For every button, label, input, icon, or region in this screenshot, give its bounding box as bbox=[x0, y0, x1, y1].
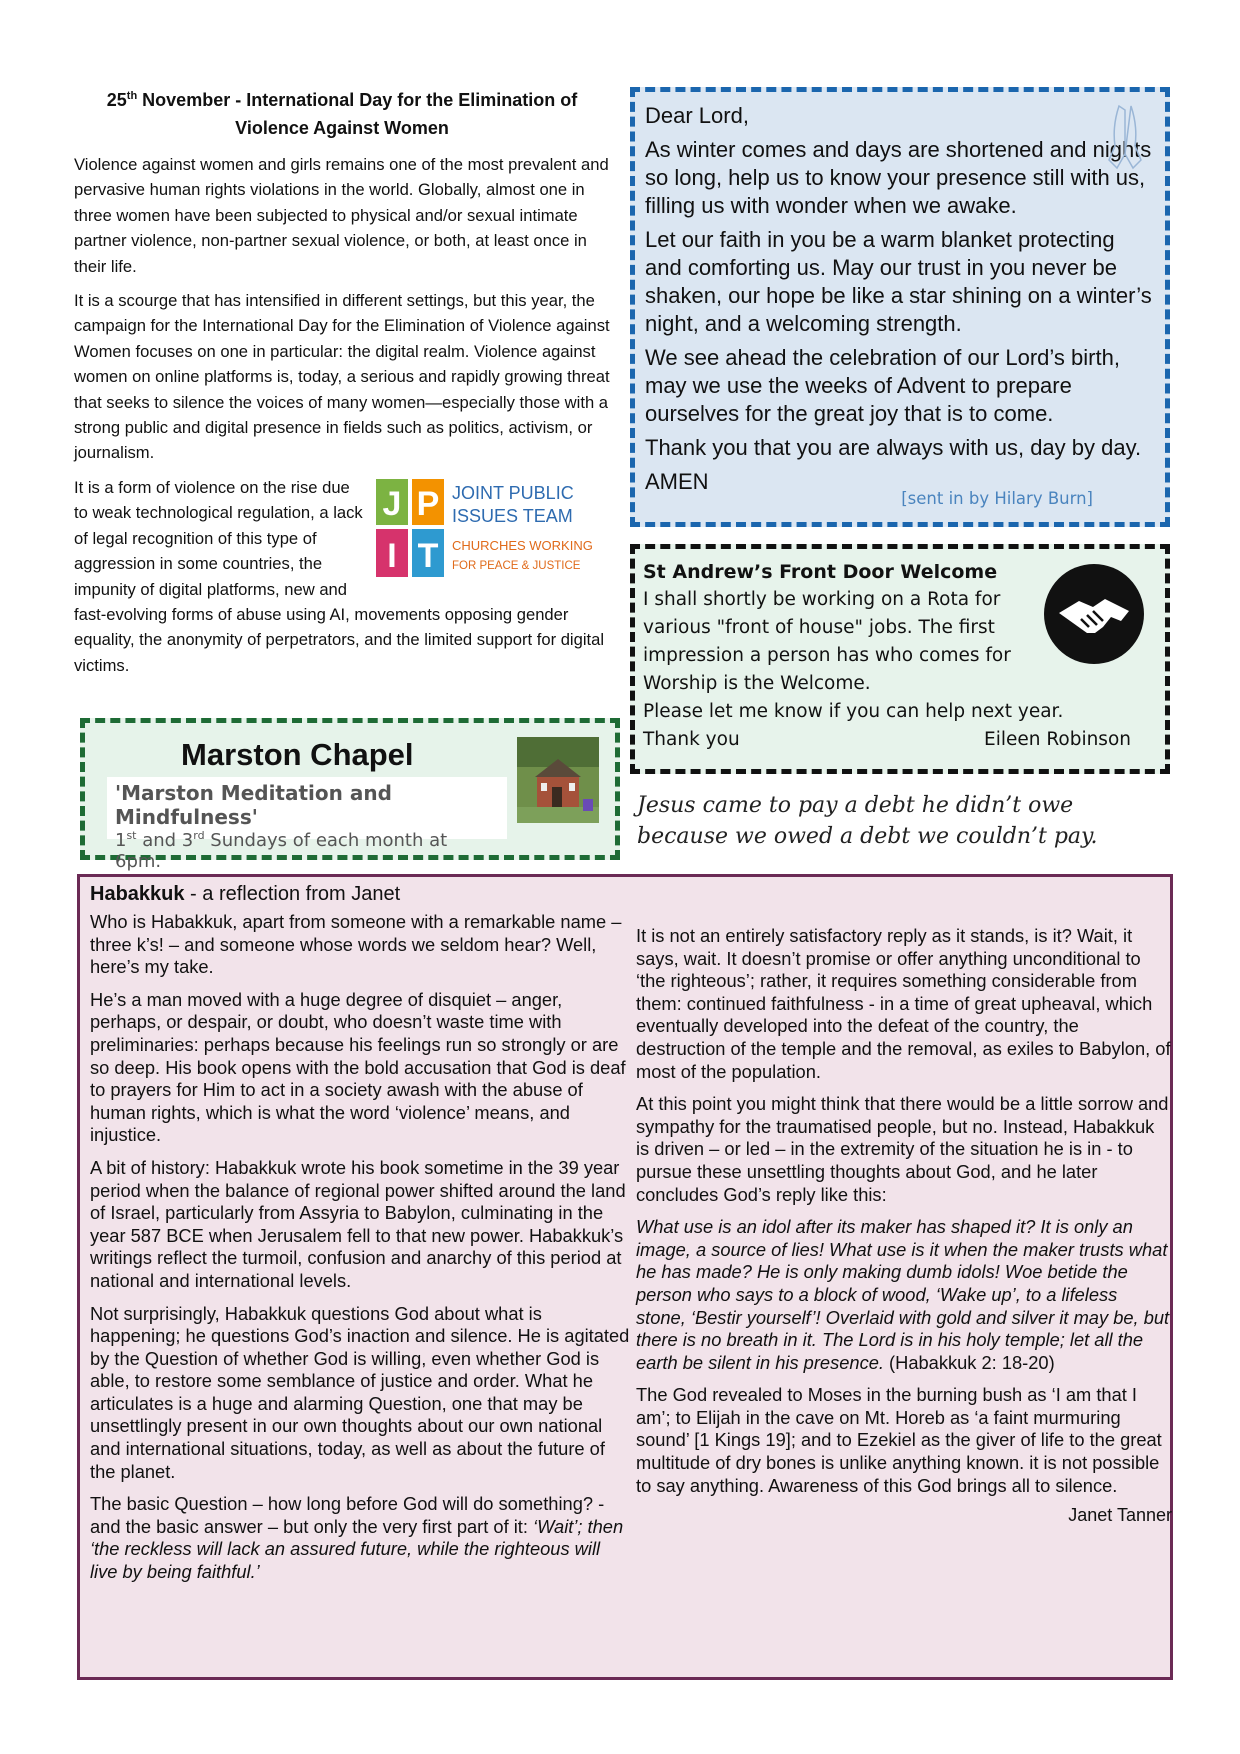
prayer-credit: [sent in by Hilary Burn] bbox=[901, 489, 1093, 508]
habakkuk-scripture: What use is an idol after its maker has shaped it? It is only an image, a source of lies! What use is it when the maker trusts what he has made? He is only making dumb idols! Woe betide the person who says to a block of wood, ‘Wake up’, to a lifeless stone, ‘Bestir yourself’! Overlaid with gold and silver it may be, but there is no breath in it. The Lord is in his holy temple; let all the earth be silent in his presence. (Habakkuk 2: 18-20) bbox=[636, 1216, 1170, 1373]
prayer-line: Let our faith in you be a warm blanket protecting and comforting us. May our trust in you never be shaken, our hope be like a star shining on a winter’s night, and a welcoming strength. bbox=[645, 227, 1152, 336]
welcome-title: St Andrew’s Front Door Welcome bbox=[643, 561, 998, 583]
welcome-signature: Eileen Robinson bbox=[984, 729, 1131, 750]
prayer-amen: AMEN bbox=[645, 469, 709, 494]
habakkuk-heading: Habakkuk - a reflection from Janet bbox=[90, 883, 401, 905]
habakkuk-reflection bbox=[77, 874, 1173, 1680]
logo-line3: CHURCHES WORKING bbox=[452, 537, 593, 553]
logo-letter-i: I bbox=[387, 536, 397, 575]
chapel-photo bbox=[517, 737, 599, 823]
habakkuk-left-column bbox=[90, 911, 630, 1594]
marston-details bbox=[107, 777, 507, 872]
article-paragraph: It is a scourge that has intensified in different settings, but this year, the campaign for the International Day for the Elimination of Violence against Women focuses on one in particular: the digital realm. Violence against women on online platforms is, today, a serious and rapidly growing threat that seeks to silence the voices of many women—especially those with a strong public and digital presence in fields such as politics, activism, or journalism. bbox=[74, 291, 610, 463]
marston-chapel-box bbox=[80, 718, 620, 872]
jpit-logo bbox=[376, 479, 612, 583]
prayer-line: As winter comes and days are shortened and nights so long, help us to know your presence still with us, filling us with wonder when we awake. bbox=[645, 137, 1152, 218]
habakkuk-paragraph: At this point you might think that there would be a little sorrow and sympathy for the traumatised people, but no. Instead, Habakkuk is driven – or led – in the extremity of the situation he is in - to pursue these unsettling thoughts about God, and he later concludes God’s reply like this: bbox=[636, 1093, 1169, 1205]
quote-line1: Jesus came to pay a debt he didn’t owe bbox=[637, 793, 1074, 818]
habakkuk-closing: The God revealed to Moses in the burning bush as ‘I am that I am’; to Elijah in the cave on Mt. Horeb as ‘a faint murmuring sound’ [1 Kings 19]; and to Ezekiel as the giver of life to the great multitude of dry bones is unlike anything known. it is not possible to say anything. Awareness of this God brings all to silence. bbox=[636, 1384, 1162, 1496]
habakkuk-paragraph: He’s a man moved with a huge degree of disquiet – anger, perhaps, or despair, or doubt, who doesn’t waste time with preliminaries: perhaps because his feelings run so strongly or are so deep. His book opens with the bold accusation that God is deaf to prayers for Him to act in a society awash with the abuse of human rights, which is what the word ‘violence’ means, and injustice. bbox=[90, 988, 626, 1146]
welcome-ask: Please let me know if you can help next year. bbox=[643, 701, 1064, 722]
habakkuk-paragraph: It is not an entirely satisfactory reply as it stands, is it? Wait, it says, wait. It doesn’t promise or offer anything unconditional to ‘the righteous’; rather, it requires something considerable from them: continued faithfulness - in a time of great upheaval, which eventually developed into the defeat of the country, the destruction of the temple and the removal, as exiles to Babylon, of most of the population. bbox=[636, 925, 1171, 1082]
marston-subtitle: 'Marston Meditation and Mindfulness' bbox=[115, 781, 392, 829]
habakkuk-right-column bbox=[636, 925, 1172, 1526]
habakkuk-paragraph: A bit of history: Habakkuk wrote his book sometime in the 39 year period when the balance of regional power shifted around the land of Israel, particularly from Assyria to Babylon, culminating in the year 587 BCE when Jerusalem fell to that new power. Habakkuk’s writings reflect the turmoil, confusion and anarchy of this period at national and international levels. bbox=[90, 1156, 626, 1291]
prayer-box bbox=[630, 87, 1170, 527]
logo-line2: ISSUES TEAM bbox=[452, 505, 573, 526]
article-heading: 25th November - International Day for the Elimination of Violence Against Women bbox=[106, 90, 578, 138]
article-paragraph: Violence against women and girls remains one of the most prevalent and pervasive human rights violations in the world. Globally, almost one in three women have been subjected to physical and/or sexual intimate partner violence, non-partner sexual violence, or both, at least once in their life. bbox=[74, 155, 609, 276]
logo-letter-p: P bbox=[416, 484, 440, 523]
logo-line1: JOINT PUBLIC bbox=[452, 482, 574, 503]
article-violence-against-women bbox=[74, 82, 610, 687]
handshake-icon bbox=[1041, 561, 1147, 667]
front-door-welcome-box bbox=[630, 544, 1170, 774]
habakkuk-paragraph: The basic Question – how long before God will do something? - and the basic answer – but only the very first part of it: ‘Wait’; then ‘the reckless will lack an assured future, while the righteous will live by being faithful.’ bbox=[90, 1493, 624, 1583]
habakkuk-paragraph: Who is Habakkuk, apart from someone with a remarkable name – three k’s! – and someone whose words we seldom hear? Well, here’s my take. bbox=[90, 911, 622, 978]
praying-hands-icon bbox=[1099, 98, 1151, 178]
prayer-line: Dear Lord, bbox=[645, 103, 749, 128]
welcome-thanks: Thank you bbox=[643, 729, 740, 750]
prayer-line: We see ahead the celebration of our Lord’s birth, may we use the weeks of Advent to prepare ourselves for the great joy that is to come. bbox=[645, 345, 1120, 426]
marston-times: 1st and 3rd Sundays of each month at 6pm. bbox=[115, 829, 448, 872]
welcome-thanks-row bbox=[643, 726, 1155, 754]
logo-line4: FOR PEACE & JUSTICE bbox=[452, 559, 581, 572]
article-paragraph: J P I T JOINT PUBLIC ISSUES TEAM CHURCHES WORKING FOR PEACE & JUSTICE It is a form of violence on the rise due to weak technological regulation, a lack of legal recognition of this type of aggression in some countries, the impunity of digital platforms, new and fast-evolving forms of abuse using AI, movements opposing gender equality, the anonymity of perpetrators, and the limited support for digital victims. bbox=[74, 475, 610, 678]
marston-title: Marston Chapel bbox=[181, 737, 414, 772]
habakkuk-signature: Janet Tanner bbox=[1068, 1505, 1172, 1526]
welcome-body: I shall shortly be working on a Rota for various "front of house" jobs. The first impression a person has who comes for Worship is the Welcome. bbox=[643, 589, 1011, 694]
prayer-line: Thank you that you are always with us, day by day. bbox=[645, 435, 1142, 460]
habakkuk-paragraph: Not surprisingly, Habakkuk questions God about what is happening; he questions God’s inaction and silence. He is agitated by the Question of whether God is willing, even whether God is able, to restore some semblance of justice and order. What he articulates is a huge and alarming Question, one that may be unsettlingly present in our own thoughts about our own national and international situations, today, as well as about the future of the planet. bbox=[90, 1302, 630, 1482]
quote bbox=[637, 790, 1177, 852]
logo-letter-t: T bbox=[417, 536, 439, 575]
quote-line2: because we owed a debt we couldn’t pay. bbox=[637, 824, 1098, 849]
logo-letter-j: J bbox=[382, 484, 402, 523]
